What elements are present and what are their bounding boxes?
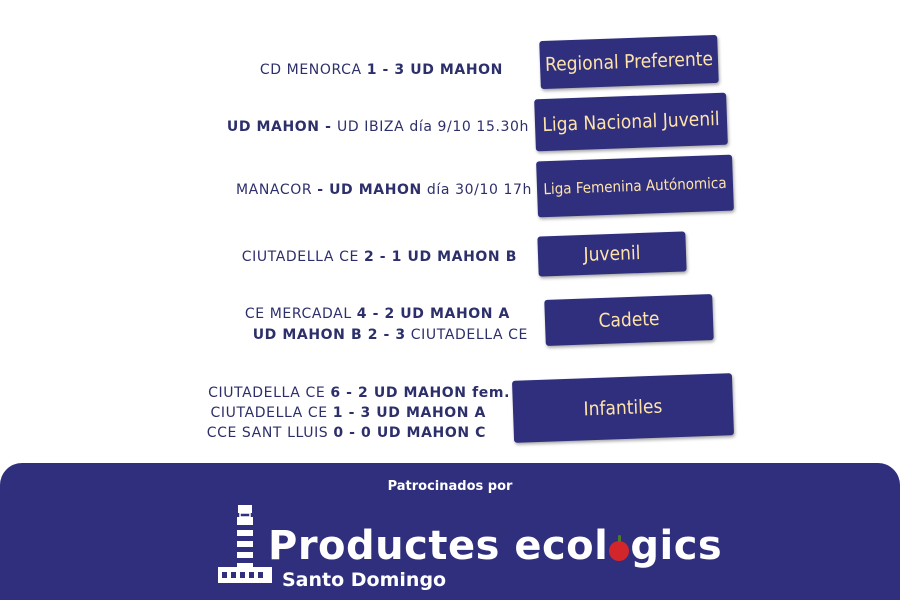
result-liga-femenina: MANACOR - UD MAHON día 30/10 17h [235, 182, 532, 198]
lighthouse-icon [216, 503, 274, 585]
category-badge-liga-femenina: Liga Femenina Autónomica [536, 155, 734, 218]
result-regional-preferente: CD MENORCA 1 - 3 UD MAHON [259, 62, 503, 78]
result-infantiles-1: CIUTADELLA CE 6 - 2 UD MAHON fem. [208, 385, 510, 401]
result-infantiles-2: CIUTADELLA CE 1 - 3 UD MAHON A [210, 405, 486, 421]
category-badge-cadete: Cadete [544, 294, 714, 346]
category-badge-juvenil: Juvenil [537, 231, 686, 276]
brand-subtitle: Santo Domingo [282, 569, 447, 591]
result-cadete-2: UD MAHON B 2 - 3 CIUTADELLA CE [252, 327, 528, 343]
result-infantiles-3: CCE SANT LLUIS 0 - 0 UD MAHON C [206, 425, 486, 441]
result-juvenil: CIUTADELLA CE 2 - 1 UD MAHON B [241, 249, 517, 265]
category-badge-liga-nacional-juvenil: Liga Nacional Juvenil [534, 93, 728, 152]
brand-name: Productes ecol gics [268, 523, 723, 569]
category-badge-regional-preferente: Regional Preferente [539, 35, 719, 89]
result-cadete-1: CE MERCADAL 4 - 2 UD MAHON A [244, 306, 510, 322]
sponsored-label: Patrocinados por [387, 479, 513, 494]
result-liga-nacional-juvenil: UD MAHON - UD IBIZA día 9/10 15.30h [226, 119, 529, 135]
category-badge-infantiles: Infantiles [512, 373, 734, 443]
sponsor-footer [0, 463, 900, 600]
apple-icon [609, 541, 629, 561]
